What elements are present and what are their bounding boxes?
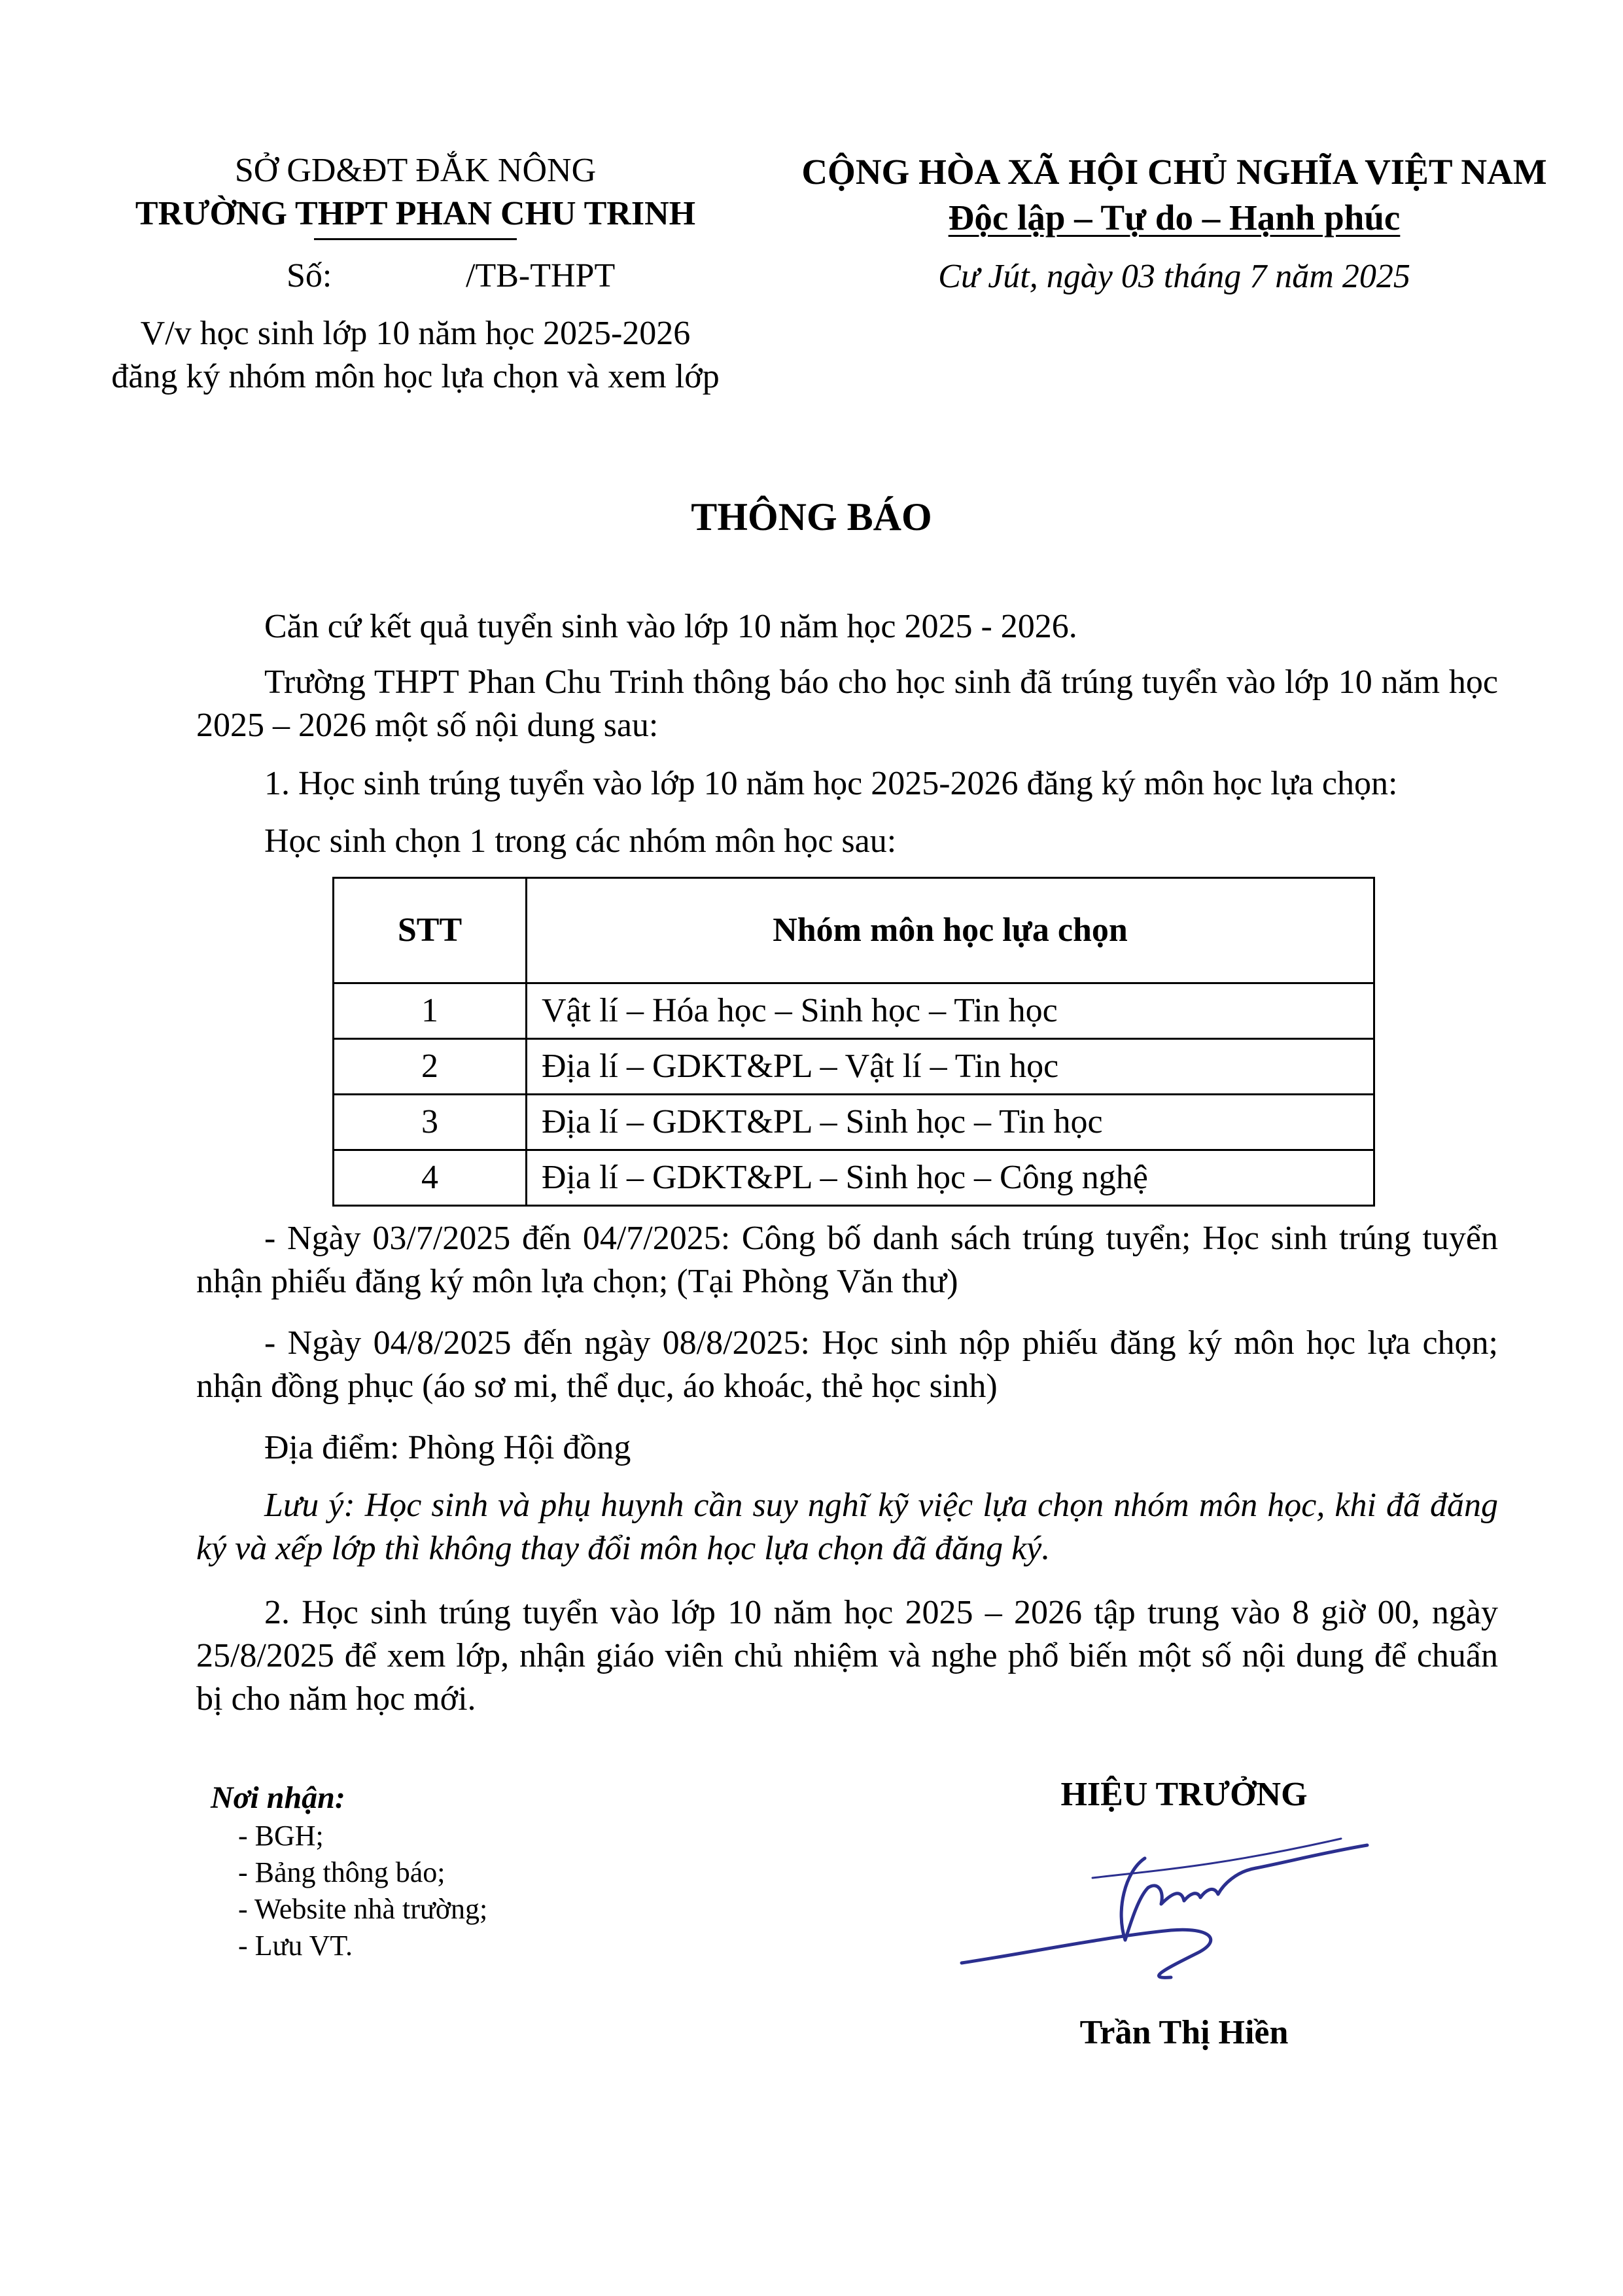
paragraph-schedule-1: - Ngày 03/7/2025 đến 04/7/2025: Công bố danh sách trúng tuyển; Học sinh trúng tuyển nhận phiếu đăng ký môn lựa chọn; (Tại Phòng Văn thư) [196, 1220, 1498, 1300]
page-title: THÔNG BÁO [691, 495, 932, 539]
place-date: Cư Jút, ngày 03 tháng 7 năm 2025 [938, 258, 1410, 295]
agency-name: SỞ GD&ĐT ĐẮK NÔNG [234, 152, 597, 189]
subject-group-table [332, 877, 1375, 1207]
paragraph-location: Địa điểm: Phòng Hội đồng [264, 1429, 631, 1466]
paragraph-item-2: 2. Học sinh trúng tuyển vào lớp 10 năm học 2025 – 2026 tập trung vào 8 giờ 00, ngày 25/8/2025 để xem lớp, nhận giáo viên chủ nhiệm và nghe phổ biến một số nội dung để chuẩn bị cho năm học mới. [196, 1594, 1498, 1718]
paragraph-note: Lưu ý: Học sinh và phụ huynh cần suy nghĩ kỹ việc lựa chọn nhóm môn học, khi đã đăng ký và xếp lớp thì không thay đổi môn học lựa chọn đã đăng ký. [196, 1487, 1498, 1567]
signer-title: HIỆU TRƯỞNG [1060, 1776, 1308, 1813]
school-name: TRƯỜNG THPT PHAN CHU TRINH [135, 195, 696, 232]
row-stt: 1 [334, 983, 527, 1039]
subject-block [105, 312, 726, 398]
subject-line-2: đăng ký nhóm môn học lựa chọn và xem lớp [111, 358, 720, 395]
header-stt: STT [334, 878, 527, 983]
row-stt: 3 [334, 1095, 527, 1150]
recipients-label: Nơi nhận: [211, 1780, 345, 1815]
paragraph-intro: Trường THPT Phan Chu Trinh thông báo cho học sinh đã trúng tuyển vào lớp 10 năm học 2025 – 2026 một số nội dung sau: [196, 663, 1498, 744]
row-stt: 2 [334, 1039, 527, 1095]
number-code: /TB-THPT [466, 257, 616, 294]
row-group: Địa lí – GDKT&PL – Sinh học – Tin học [527, 1095, 1374, 1150]
national-heading [772, 149, 1577, 298]
number-label: Số: [287, 257, 332, 294]
table-header-row [334, 878, 1374, 983]
table-row [334, 983, 1374, 1039]
table-row [334, 1039, 1374, 1095]
issuer-block [105, 149, 726, 398]
recipient-item: - Lưu VT. [238, 1930, 353, 1962]
national-motto: Độc lập – Tự do – Hạnh phúc [948, 198, 1401, 238]
handwritten-signature [949, 1832, 1420, 2002]
paragraph-basis: Căn cứ kết quả tuyển sinh vào lớp 10 năm học 2025 - 2026. [264, 608, 1077, 645]
table-row [334, 1095, 1374, 1150]
document-number [105, 255, 726, 300]
paragraph-item-1: 1. Học sinh trúng tuyển vào lớp 10 năm học 2025-2026 đăng ký môn học lựa chọn: [264, 765, 1398, 802]
signer-name: Trần Thị Hiền [1079, 2014, 1289, 2051]
row-group: Địa lí – GDKT&PL – Vật lí – Tin học [527, 1039, 1374, 1095]
paragraph-choose: Học sinh chọn 1 trong các nhóm môn học sau: [264, 822, 897, 860]
country-name: CỘNG HÒA XÃ HỘI CHỦ NGHĨA VIỆT NAM [801, 152, 1547, 192]
school-underline [314, 238, 517, 240]
recipients-block [211, 1778, 669, 1964]
header-group: Nhóm môn học lựa chọn [527, 878, 1374, 983]
recipient-item: - Website nhà trường; [238, 1893, 488, 1925]
table-row [334, 1150, 1374, 1206]
recipient-item: - BGH; [238, 1820, 324, 1852]
row-group: Địa lí – GDKT&PL – Sinh học – Công nghệ [527, 1150, 1374, 1206]
row-group: Vật lí – Hóa học – Sinh học – Tin học [527, 983, 1374, 1039]
paragraph-schedule-2: - Ngày 04/8/2025 đến ngày 08/8/2025: Học sinh nộp phiếu đăng ký môn học lựa chọn; nhận đồng phục (áo sơ mi, thể dục, áo khoác, thẻ học sinh) [196, 1324, 1498, 1405]
subject-line-1: V/v học sinh lớp 10 năm học 2025-2026 [140, 315, 691, 352]
row-stt: 4 [334, 1150, 527, 1206]
recipient-item: - Bảng thông báo; [238, 1856, 445, 1888]
